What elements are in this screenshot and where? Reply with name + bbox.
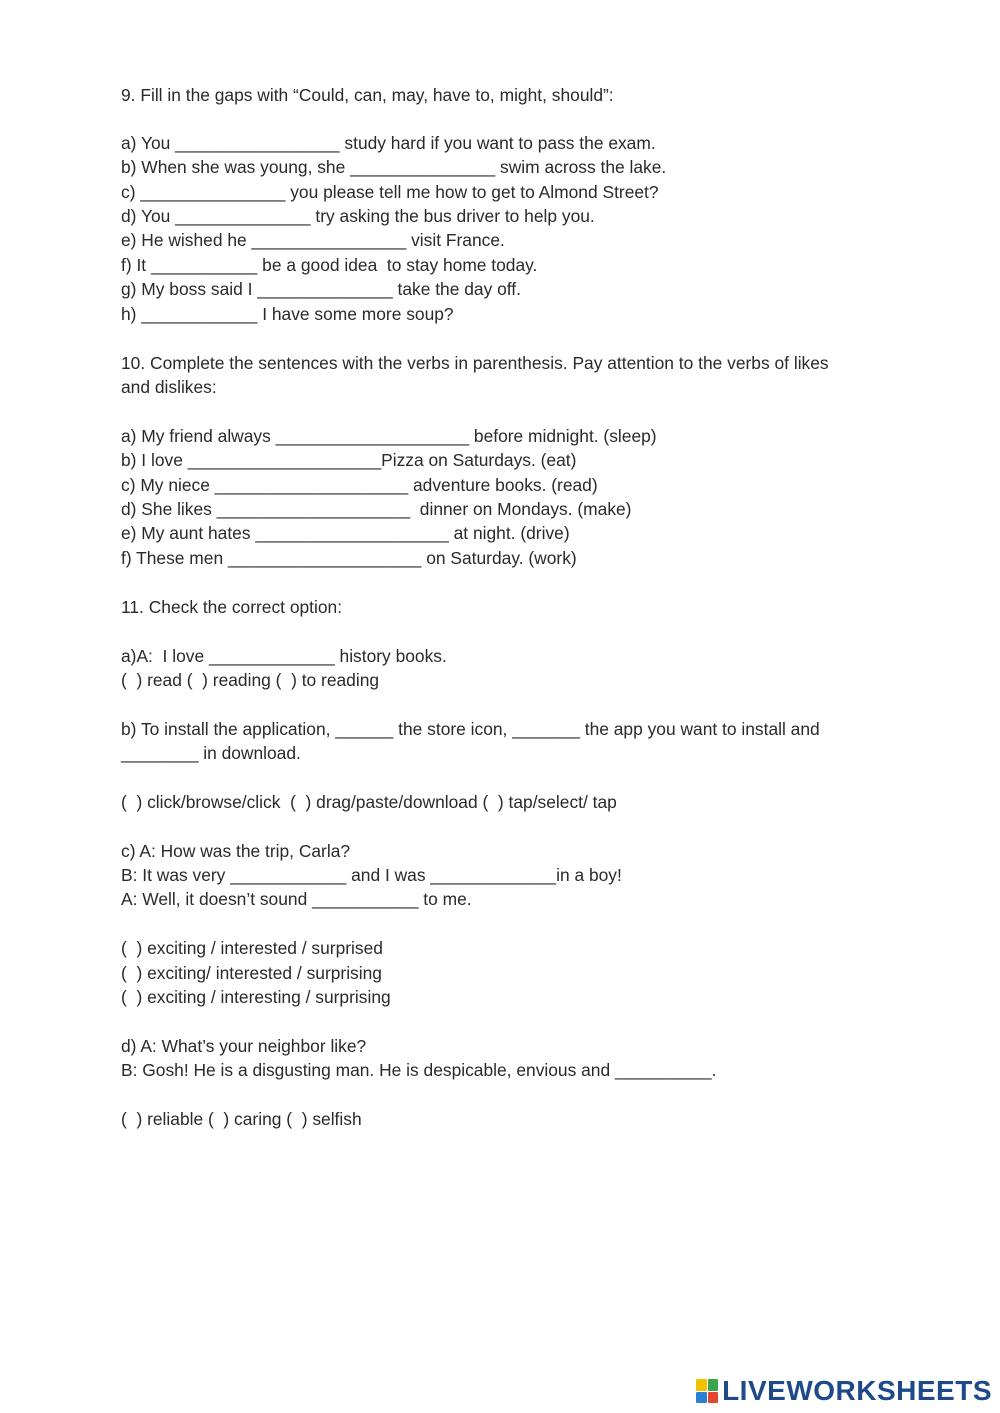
section11-c-line1: c) A: How was the trip, Carla?	[121, 841, 351, 861]
section9-item-e: e) He wished he ________________ visit France.	[121, 230, 505, 250]
section10-item-a: a) My friend always ____________________ before midnight. (sleep)	[121, 426, 657, 446]
section11-a-options: ( ) read ( ) reading ( ) to reading	[121, 670, 380, 690]
section11-d-options: ( ) reliable ( ) caring ( ) selfish	[121, 1109, 362, 1129]
section11-b-question-line1: b) To install the application, ______ the store icon, _______ the app you want to install and	[121, 719, 820, 739]
liveworksheets-logo-icon	[696, 1379, 718, 1403]
section11-c-option-1: ( ) exciting / interested / surprised	[121, 938, 383, 958]
section9-heading: 9. Fill in the gaps with “Could, can, may, have to, might, should”:	[121, 85, 614, 105]
section10-heading-line2: and dislikes:	[121, 377, 217, 397]
section10-item-c: c) My niece ____________________ adventure books. (read)	[121, 475, 598, 495]
section11-c-option-3: ( ) exciting / interesting / surprising	[121, 987, 391, 1007]
section11-b-options: ( ) click/browse/click ( ) drag/paste/download ( ) tap/select/ tap	[121, 792, 617, 812]
section11-c-line3: A: Well, it doesn’t sound ___________ to me.	[121, 889, 472, 909]
section11-a-question: a)A: I love _____________ history books.	[121, 646, 447, 666]
section9-item-f: f) It ___________ be a good idea to stay home today.	[121, 255, 538, 275]
section10-item-b: b) I love ____________________Pizza on Saturdays. (eat)	[121, 450, 577, 470]
section11-c-option-2: ( ) exciting/ interested / surprising	[121, 963, 382, 983]
section9-item-b: b) When she was young, she _______________ swim across the lake.	[121, 157, 667, 177]
section11-d-line2: B: Gosh! He is a disgusting man. He is despicable, envious and __________.	[121, 1060, 717, 1080]
section9-item-c: c) _______________ you please tell me how to get to Almond Street?	[121, 182, 659, 202]
section10-heading-line1: 10. Complete the sentences with the verbs in parenthesis. Pay attention to the verbs of likes	[121, 353, 829, 373]
section9-item-h: h) ____________ I have some more soup?	[121, 304, 454, 324]
section11-heading: 11. Check the correct option:	[121, 597, 343, 617]
section9-item-d: d) You ______________ try asking the bus driver to help you.	[121, 206, 595, 226]
section11-d-line1: d) A: What’s your neighbor like?	[121, 1036, 367, 1056]
section10-item-e: e) My aunt hates ____________________ at night. (drive)	[121, 523, 570, 543]
section11-c-line2: B: It was very ____________ and I was _____________in a boy!	[121, 865, 622, 885]
liveworksheets-logo	[696, 1375, 992, 1407]
section9-item-a: a) You _________________ study hard if you want to pass the exam.	[121, 133, 656, 153]
section9-item-g: g) My boss said I ______________ take the day off.	[121, 279, 521, 299]
section10-item-f: f) These men ____________________ on Saturday. (work)	[121, 548, 577, 568]
section10-item-d: d) She likes ____________________ dinner on Mondays. (make)	[121, 499, 632, 519]
section11-b-question-line2: ________ in download.	[121, 743, 301, 763]
liveworksheets-logo-text: LIVEWORKSHEETS	[722, 1375, 992, 1406]
